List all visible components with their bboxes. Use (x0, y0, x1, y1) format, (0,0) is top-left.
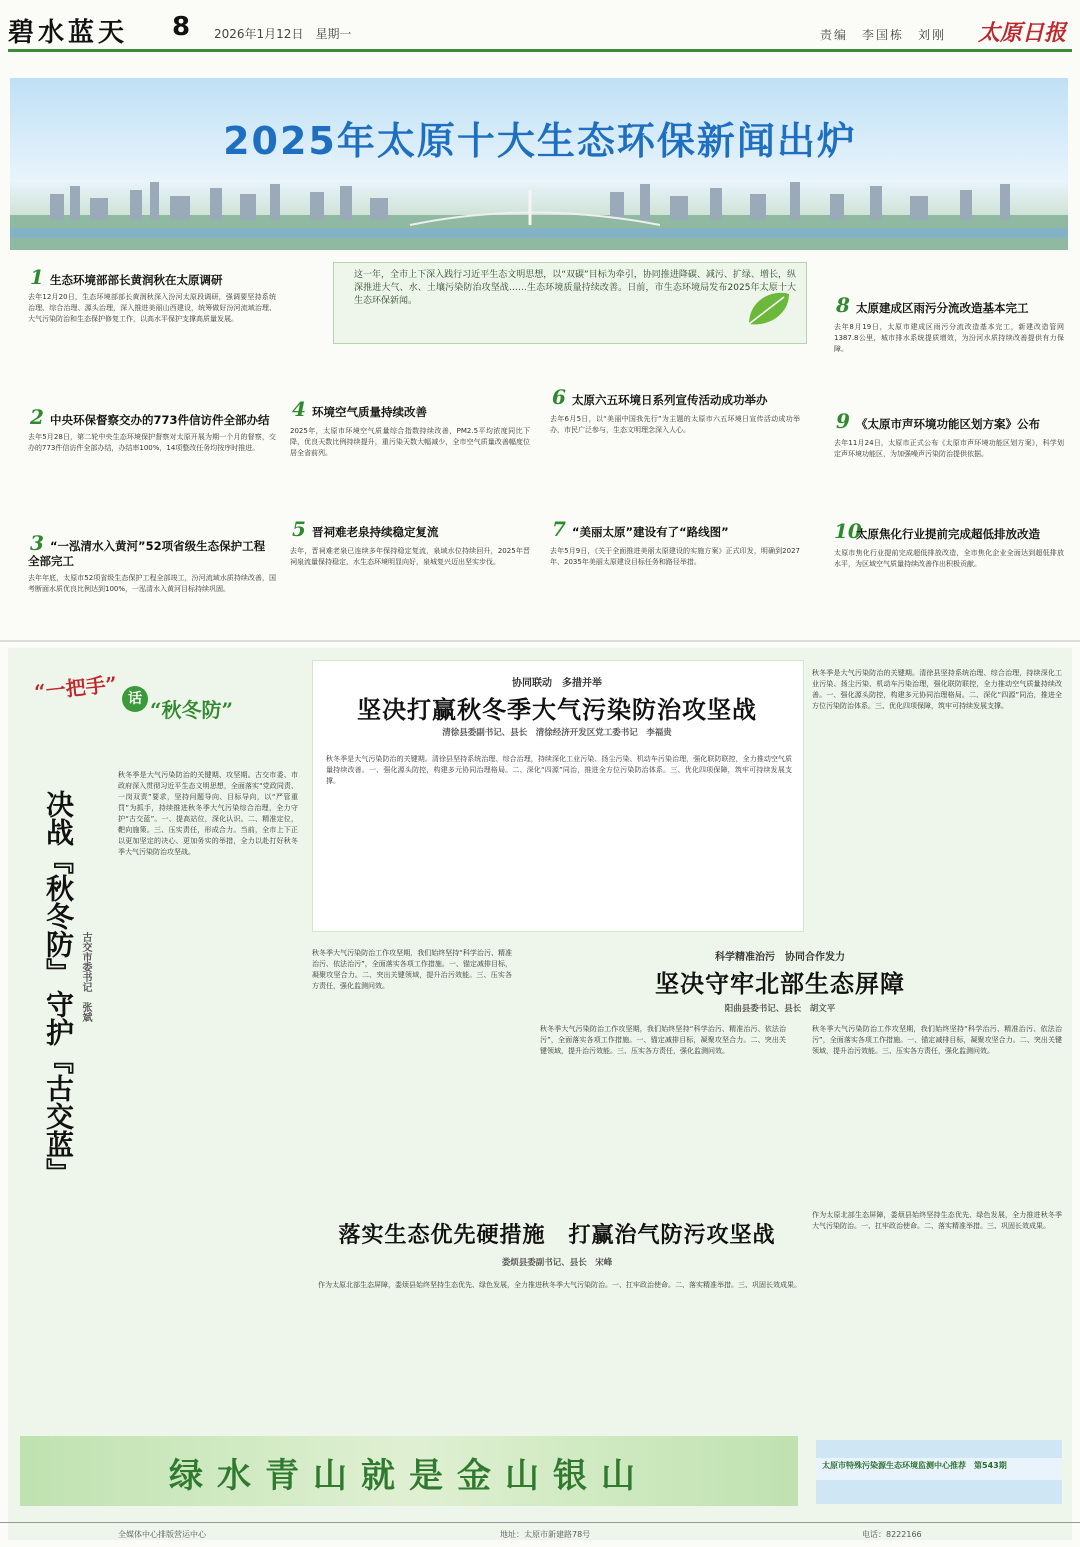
city-skyline-image (10, 180, 1068, 250)
news-title: 中央环保督察交办的773件信访件全部办结 (50, 413, 270, 427)
left-article-title-2: 守护『古交蓝』 (42, 990, 75, 1186)
news-body: 去年5月28日，第二轮中央生态环境保护督察对太原开展为期一个月的督察，交办的773件信访件全部办结，办结率100%，14项整改任务均按序时推进。 (28, 433, 276, 452)
header-rule (8, 49, 1072, 52)
news-body: 去年年底，太原市52项省级生态保护工程全部竣工，汾河流域水质持续改善，国考断面水质优良比例达到100%，一泓清水入黄河目标持续巩固。 (28, 574, 276, 593)
footer-slogan: 绿水青山就是金山银山 (169, 1456, 649, 1496)
left-article-author: 古交市委书记 张斌 (80, 932, 91, 1022)
news-body: 去年8月19日，太原市建成区雨污分流改造基本完工，新建改造管网1387.8公里，城市排水系统提质增效，为汾河水质持续改善提供有力保障。 (834, 323, 1064, 353)
news-body: 去年，晋祠难老泉已连续多年保持稳定复流，泉域水位持续回升，2025年晋祠泉流量保持稳定，水生态环境明显向好，泉城复兴迈出坚实步伐。 (290, 547, 530, 566)
news-title: 太原建成区雨污分流改造基本完工 (856, 301, 1029, 315)
column-sticker (34, 664, 264, 734)
news-body: 去年11月24日，太原市正式公布《太原市声环境功能区划方案》，科学划定声环境功能区，为加强噪声污染防治提供依据。 (834, 439, 1064, 458)
leaf-icon (744, 289, 794, 329)
ad-image (816, 1440, 1062, 1504)
article-3-cont: 作为太原北部生态屏障，娄烦县始终坚持生态优先、绿色发展，全力推进秋冬季大气污染防治。一、扛牢政治使命。二、落实精准举措。三、巩固长效成果。 (812, 1211, 1062, 1230)
sticker-line-1: “一把手” (33, 671, 119, 705)
footer-left: 全媒体中心排版营运中心 (118, 1530, 206, 1539)
article-3-author: 娄烦县委副书记、县长 宋峰 (501, 1258, 613, 1268)
article-1-body: 秋冬季是大气污染防治的关键期。清徐县坚持系统治理、综合治理，持续深化工业污染、扬尘污染、机动车污染治理，强化联防联控，全力推动空气质量持续改善。一、强化源头防控，构建多元协同治理格局。二、深化“四源”同治，推进全方位污染防治体系。三、优化四项保障，筑牢可持续发展支撑。 (326, 755, 792, 785)
left-article-body: 秋冬季是大气污染防治的关键期、攻坚期。古交市委、市政府深入贯彻习近平生态文明思想，全面落实“党政同责、一岗双责”要求，坚持问题导向、目标导向，以“严管重罚”为抓手，持续推进秋冬季大气污染综合治理，全力守护“古交蓝”。一、提高站位，深化认识。二、精准定位，靶向施策。三、压实责任，形成合力。当前，全市上下正以更加坚定的决心、更加务实的举措，全力以赴打好秋冬季大气污染防治攻坚战。 (118, 771, 298, 856)
footer-mid: 地址：太原市新建路78号 (500, 1530, 591, 1539)
news-item-3 (28, 531, 276, 633)
news-number: 2 (30, 405, 44, 429)
news-item-9 (834, 409, 1064, 518)
news-body: 去年6月5日，以“美丽中国我先行”为主题的太原市六五环境日宣传活动成功举办，市民广泛参与，生态文明理念深入人心。 (550, 415, 800, 434)
editors: 责编 李国栋 刘刚 (820, 28, 947, 42)
left-article-title-1: 决战『秋冬防』 (42, 790, 75, 986)
news-body: 2025年，太原市环境空气质量综合指数持续改善，PM2.5平均浓度同比下降，优良天数比例持续提升，重污染天数大幅减少，全市空气质量改善幅度位居全省前列。 (290, 427, 530, 457)
page-footer (0, 1522, 1080, 1547)
footer-right: 电话：8222166 (862, 1530, 922, 1539)
newspaper-logo: 太原日报 (978, 20, 1067, 46)
news-number: 1 (30, 265, 44, 289)
news-body: 去年12月20日，生态环境部部长黄润秋深入汾河太原段调研，强调要坚持系统治理、综合治理、源头治理，深入推进美丽山西建设，统筹做好汾河流域治理、大气污染防治和生态保护修复工作，以高水平保护支撑高质量发展。 (28, 293, 276, 323)
news-body: 去年5月9日，《关于全面推进美丽太原建设的实施方案》正式印发，明确到2027年、2035年美丽太原建设目标任务和路径举措。 (550, 547, 800, 566)
article-2-title: 坚决守牢北部生态屏障 (655, 969, 905, 998)
sticker-line-2: “秋冬防” (150, 698, 234, 722)
article-3-title: 落实生态优先硬措施 打赢治气防污攻坚战 (338, 1222, 776, 1248)
news-number: 4 (292, 397, 306, 421)
news-item-2 (28, 405, 276, 502)
news-number: 5 (292, 517, 306, 541)
article-1-author: 清徐县委副书记、县长 清徐经济开发区党工委书记 李福贵 (442, 728, 672, 738)
news-title: 生态环境部部长黄润秋在太原调研 (50, 273, 223, 287)
news-number: 10 (834, 519, 862, 543)
news-item-10 (834, 519, 1064, 618)
news-item-1 (28, 265, 276, 384)
news-title: 晋祠难老泉持续稳定复流 (312, 525, 439, 539)
news-number: 7 (552, 517, 566, 541)
news-body: 太原市焦化行业提前完成超低排放改造，全市焦化企业全面达到超低排放水平，为区域空气质量持续改善作出积极贡献。 (834, 549, 1064, 568)
intro-text: 这一年，全市上下深入践行习近平生态文明思想，以“双碳”目标为牵引，协同推进降碳、减污、扩绿、增长，纵深推进大气、水、土壤污染防治攻坚战……生态环境质量持续改善。日前，市生态环境局发布2025年太原十大生态环保新闻。 (354, 270, 796, 306)
news-number: 8 (836, 293, 850, 317)
news-item-6 (550, 385, 800, 506)
news-item-4 (290, 397, 530, 506)
sticker-mid: 话 (122, 686, 148, 712)
news-title: “一泓清水入黄河”52项省级生态保护工程全部完工 (28, 539, 266, 568)
article-2-author: 阳曲县委书记、县长 胡文平 (724, 1004, 836, 1014)
news-title: 环境空气质量持续改善 (312, 405, 427, 419)
banner-title: 2025年太原十大生态环保新闻出炉 (223, 119, 857, 163)
section-title: 碧水蓝天 (8, 18, 129, 48)
news-number: 6 (552, 385, 566, 409)
ad-caption: 太原市特殊污染源生态环境监测中心推荐 第543期 (822, 1461, 1007, 1470)
news-number: 9 (836, 409, 850, 433)
issue-date: 2026年1月12日 星期一 (214, 27, 352, 41)
news-title: 《太原市声环境功能区划方案》公布 (856, 417, 1040, 431)
news-item-8 (834, 293, 1064, 406)
news-title: “美丽太原”建设有了“路线图” (572, 525, 729, 539)
article-3-body: 作为太原北部生态屏障，娄烦县始终坚持生态优先、绿色发展，全力推进秋冬季大气污染防治。一、扛牢政治使命。二、落实精准举措。三、巩固长效成果。 (318, 1281, 801, 1289)
article-1-kicker: 协同联动 多措并举 (512, 678, 602, 689)
page-number: 8 (172, 12, 191, 42)
article-2-body-a: 秋冬季大气污染防治工作攻坚期，我们始终坚持“科学治污、精准治污、依法治污”，全面落实各项工作措施。一、锚定减排目标，凝聚攻坚合力。二、突出关键领域，提升治污效能。三、压实各方责任，强化监测问效。 (312, 949, 512, 990)
banner (10, 78, 1068, 250)
article-1-cont: 秋冬季是大气污染防治的关键期。清徐县坚持系统治理、综合治理，持续深化工业污染、扬尘污染、机动车污染治理，强化联防联控，全力推动空气质量持续改善。一、强化源头防控，构建多元协同治理格局。二、深化“四源”同治，推进全方位污染防治体系。三、优化四项保障，筑牢可持续发展支撑。 (812, 669, 1062, 710)
section-divider (0, 640, 1080, 642)
news-title: 太原六五环境日系列宣传活动成功举办 (572, 393, 768, 407)
article-2-kicker: 科学精准治污 协同合作发力 (715, 952, 845, 963)
article-2-body-b: 秋冬季大气污染防治工作攻坚期，我们始终坚持“科学治污、精准治污、依法治污”，全面落实各项工作措施。一、锚定减排目标，凝聚攻坚合力。二、突出关键领域，提升治污效能。三、压实各方责任，强化监测问效。 (540, 1025, 786, 1055)
page-header (0, 0, 1080, 50)
news-title: 太原焦化行业提前完成超低排放改造 (856, 527, 1040, 541)
intro-box (333, 262, 807, 344)
article-1-title: 坚决打赢秋冬季大气污染防治攻坚战 (357, 695, 757, 724)
news-item-7 (550, 517, 800, 626)
news-item-5 (290, 517, 530, 616)
article-2-body-c: 秋冬季大气污染防治工作攻坚期，我们始终坚持“科学治污、精准治污、依法治污”，全面落实各项工作措施。一、锚定减排目标，凝聚攻坚合力。二、突出关键领域，提升治污效能。三、压实各方责任，强化监测问效。 (812, 1025, 1062, 1055)
news-number: 3 (30, 531, 44, 555)
